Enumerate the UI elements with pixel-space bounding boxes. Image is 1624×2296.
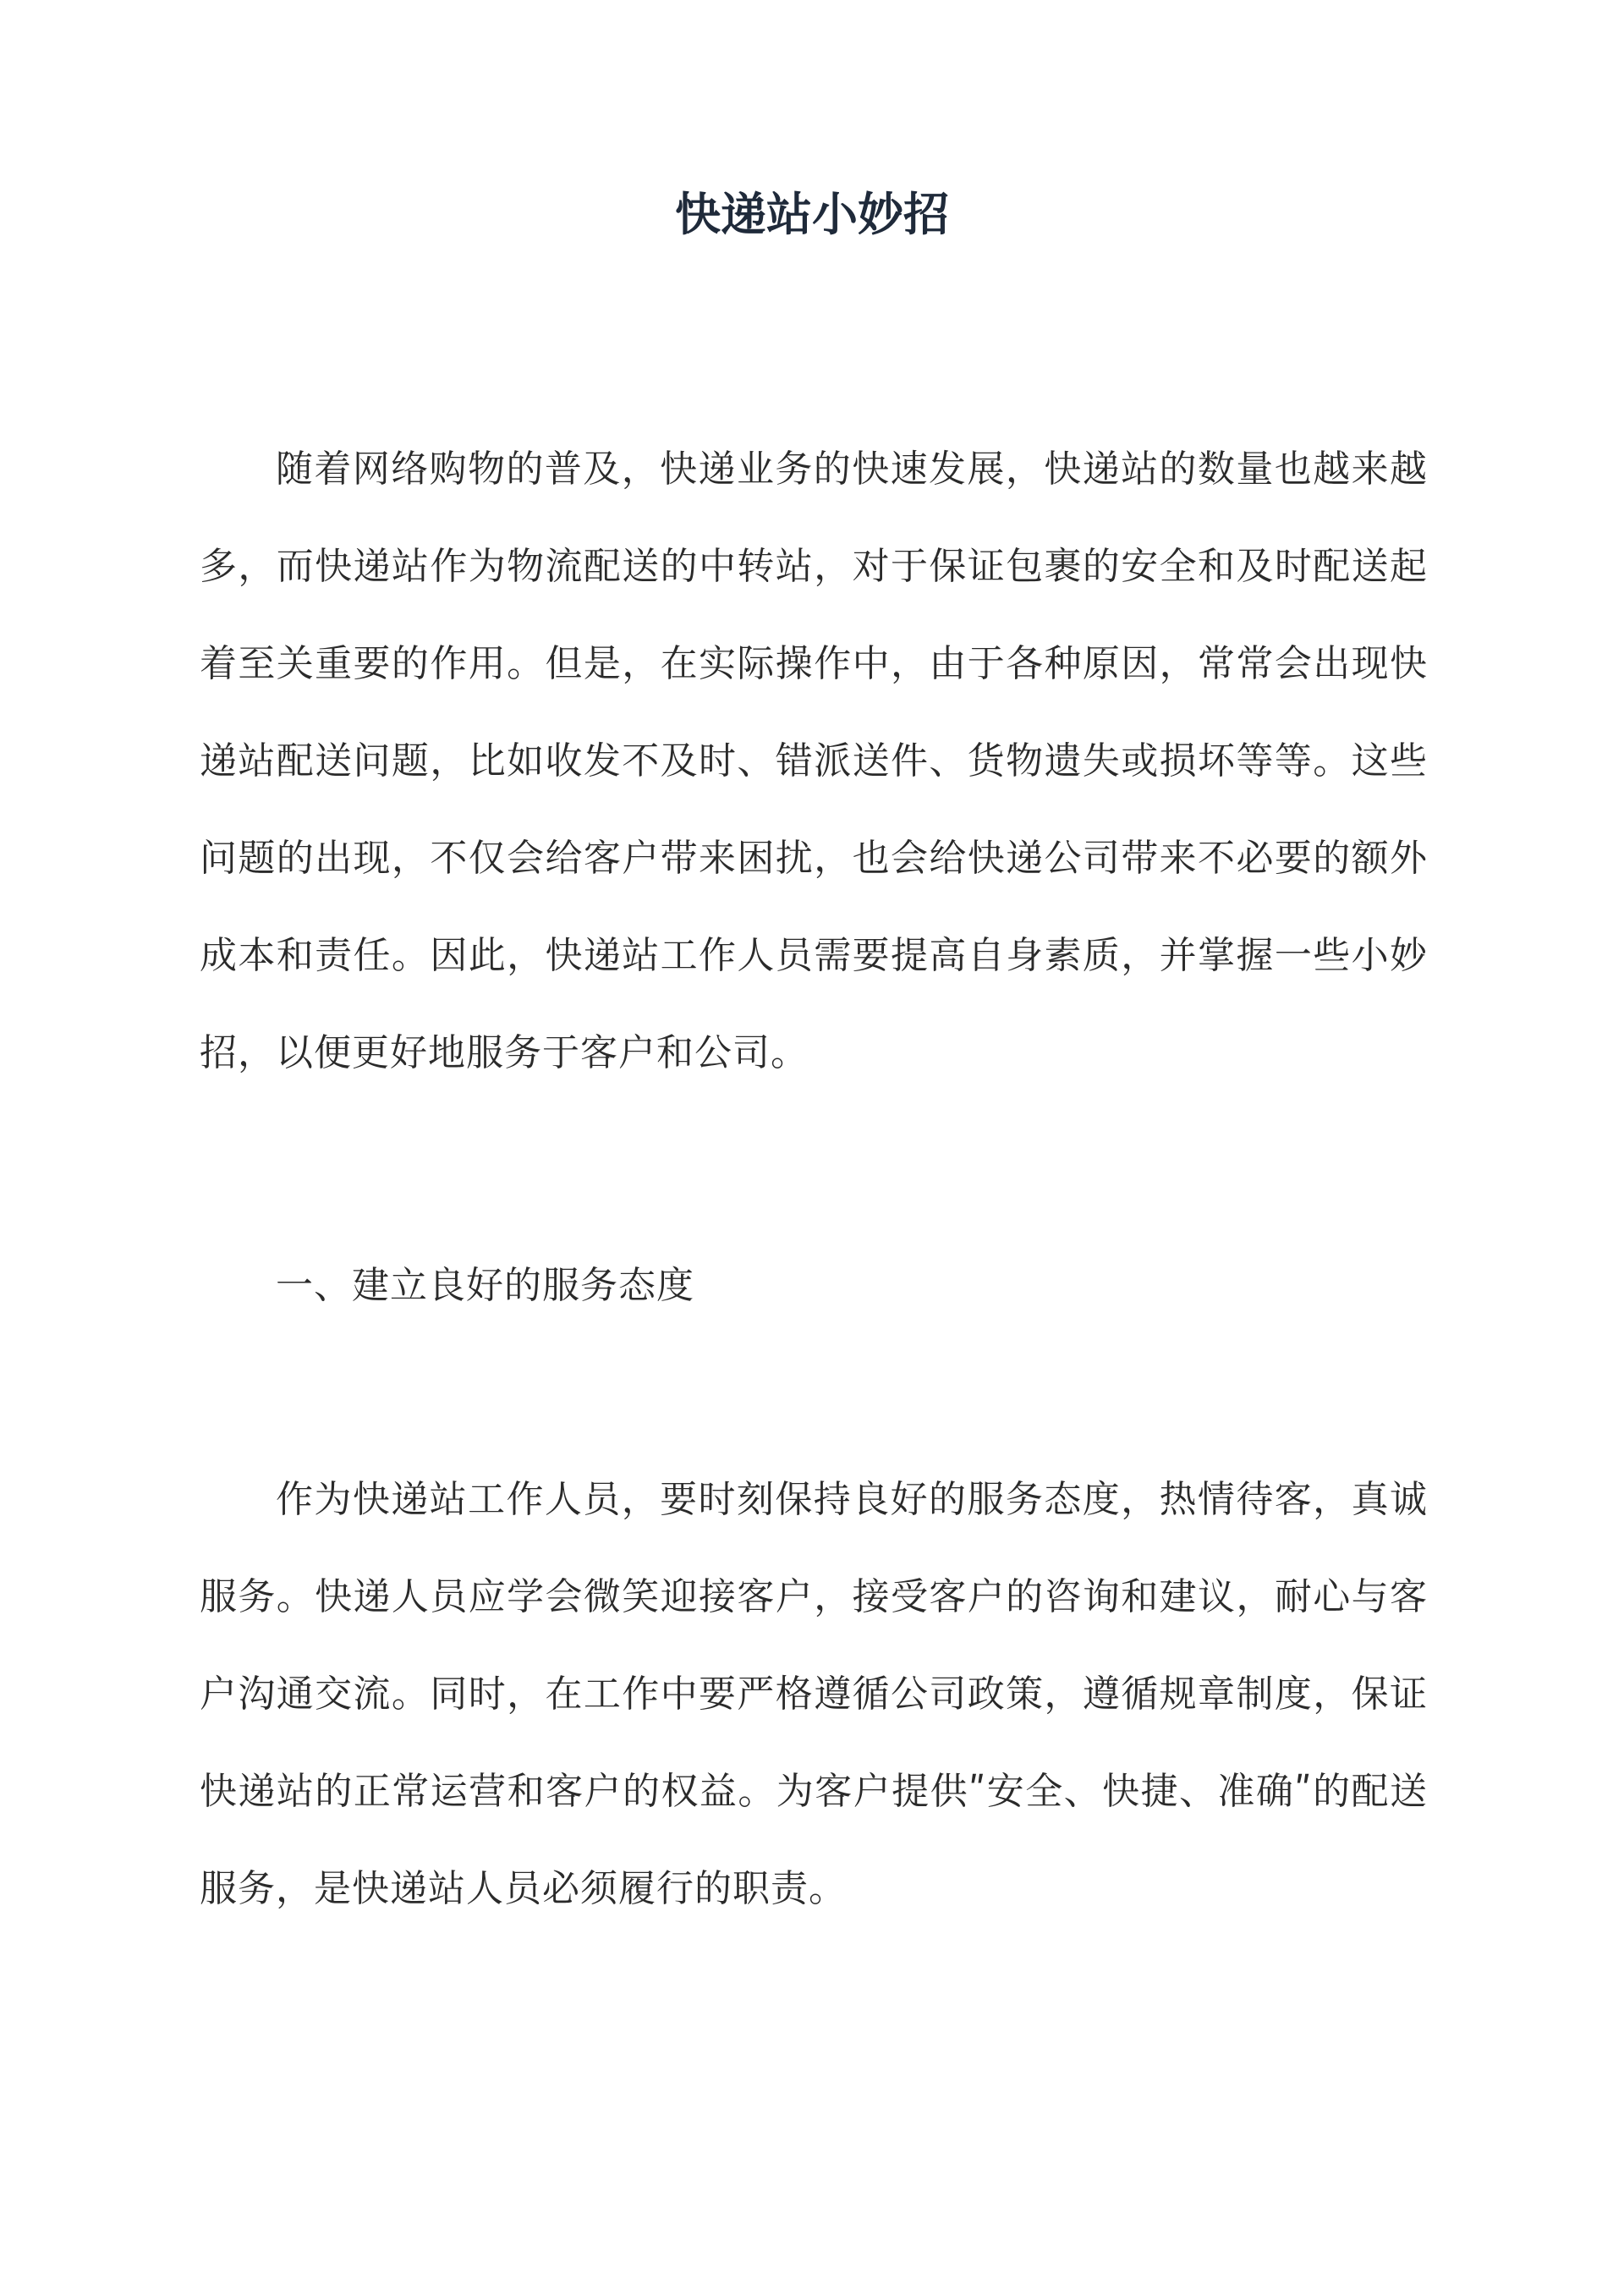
document-title: 快递站小妙招 xyxy=(675,187,949,241)
section-paragraph: 作为快递站工作人员，要时刻保持良好的服务态度，热情待客，真诚服务。快递人员应学会微笑迎接客户，接受客户的咨询和建议，耐心与客户沟通交流。同时，在工作中要严格遵循公司政策，遵循规章制度，保证快递站的正常运营和客户的权益。为客户提供ʺ安全、快捷、准确ʺ的配送服务，是快递站人员必须履行的职责。 xyxy=(200,1478,1428,1910)
intro-paragraph: 随着网络购物的普及，快递业务的快速发展，快递站的数量也越来越多，而快递站作为物流配送的中转站，对于保证包裹的安全和及时配送起着至关重要的作用。但是，在实际操作中，由于各种原因，常常会出现快递站配送问题，比如收发不及时、错派送件、货物遗失或损坏等等。这些问题的出现，不仅会给客户带来困扰，也会给快递公司带来不必要的额外成本和责任。因此，快递站工作人员需要提高自身素质，并掌握一些小妙招，以便更好地服务于客户和公司。 xyxy=(200,448,1428,1074)
section-heading: 一、建立良好的服务态度 xyxy=(276,1264,694,1307)
